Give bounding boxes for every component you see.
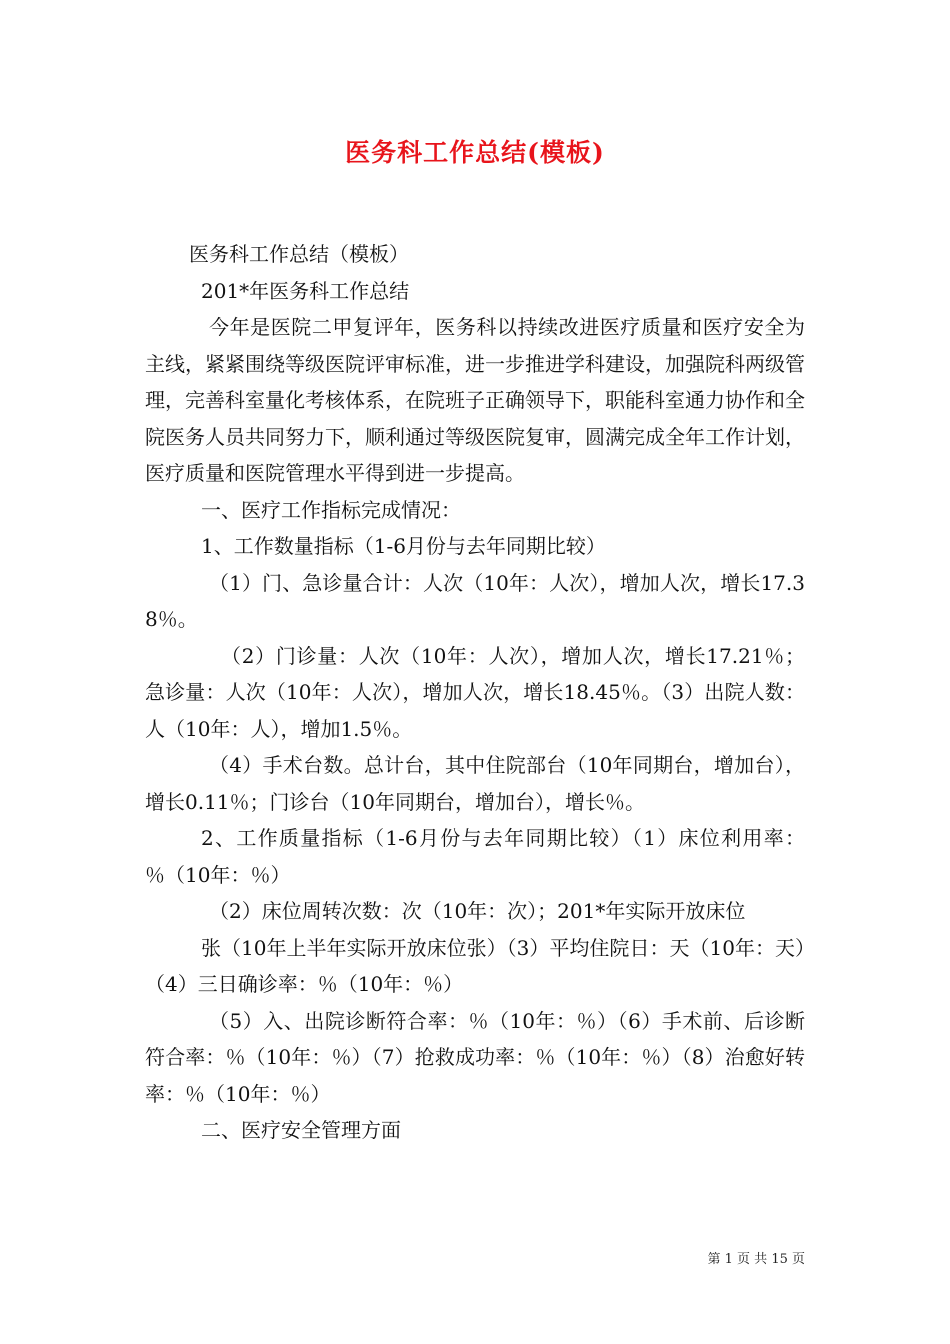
body-paragraph: 2、工作质量指标（1-6月份与去年同期比较）（1）床位利用率：％（10年：％） (145, 826, 805, 887)
section-heading: 二、医疗安全管理方面 (201, 1118, 401, 1142)
page-number: 第 1 页 共 15 页 (707, 1252, 805, 1267)
body-paragraph: 今年是医院二甲复评年，医务科以持续改进医疗质量和医疗安全为主线，紧紧围绕等级医院评审标准，进一步推进学科建设，加强院科两级管理，完善科室量化考核体系，在院班子正确领导下，职能科室通力协作和全院医务人员共同努力下，顺利通过等级医院复审，圆满完成全年工作计划，医疗质量和医院管理水平得到进一步提高。 (145, 315, 805, 485)
body-paragraph: 1、工作数量指标（1-6月份与去年同期比较） (201, 534, 606, 558)
body-paragraph: （2）门诊量：人次（10年：人次），增加人次，增长17.21％；急诊量：人次（10年：人次），增加人次，增长18.45％。（3）出院人数：人（10年：人），增加1.5％。 (145, 643, 805, 741)
document-body (145, 236, 805, 1149)
body-paragraph: （4）手术台数。总计台，其中住院部台（10年同期台，增加台），增长0.11％；门诊台（10年同期台，增加台），增长％。 (145, 753, 805, 814)
body-paragraph: （1）门、急诊量合计：人次（10年：人次），增加人次，增长17.38％。 (145, 570, 805, 631)
document-title: 医务科工作总结(模板) (345, 138, 605, 167)
section-heading: 一、医疗工作指标完成情况： (201, 497, 461, 522)
body-paragraph: （5）入、出院诊断符合率：％（10年：％）（6）手术前、后诊断符合率：％（10年：％）（7）抢救成功率：％（10年：％）（8）治愈好转率：％（10年：％） (145, 1008, 805, 1106)
body-paragraph: 201*年医务科工作总结 (201, 278, 410, 303)
body-paragraph: 医务科工作总结（模板） (189, 242, 409, 266)
body-paragraph: 张（10年上半年实际开放床位张）（3）平均住院日：天（10年：天）（4）三日确诊率：％（10年：％） (145, 935, 805, 996)
body-paragraph: （2）床位周转次数：次（10年：次）；201*年实际开放床位 (209, 899, 746, 923)
